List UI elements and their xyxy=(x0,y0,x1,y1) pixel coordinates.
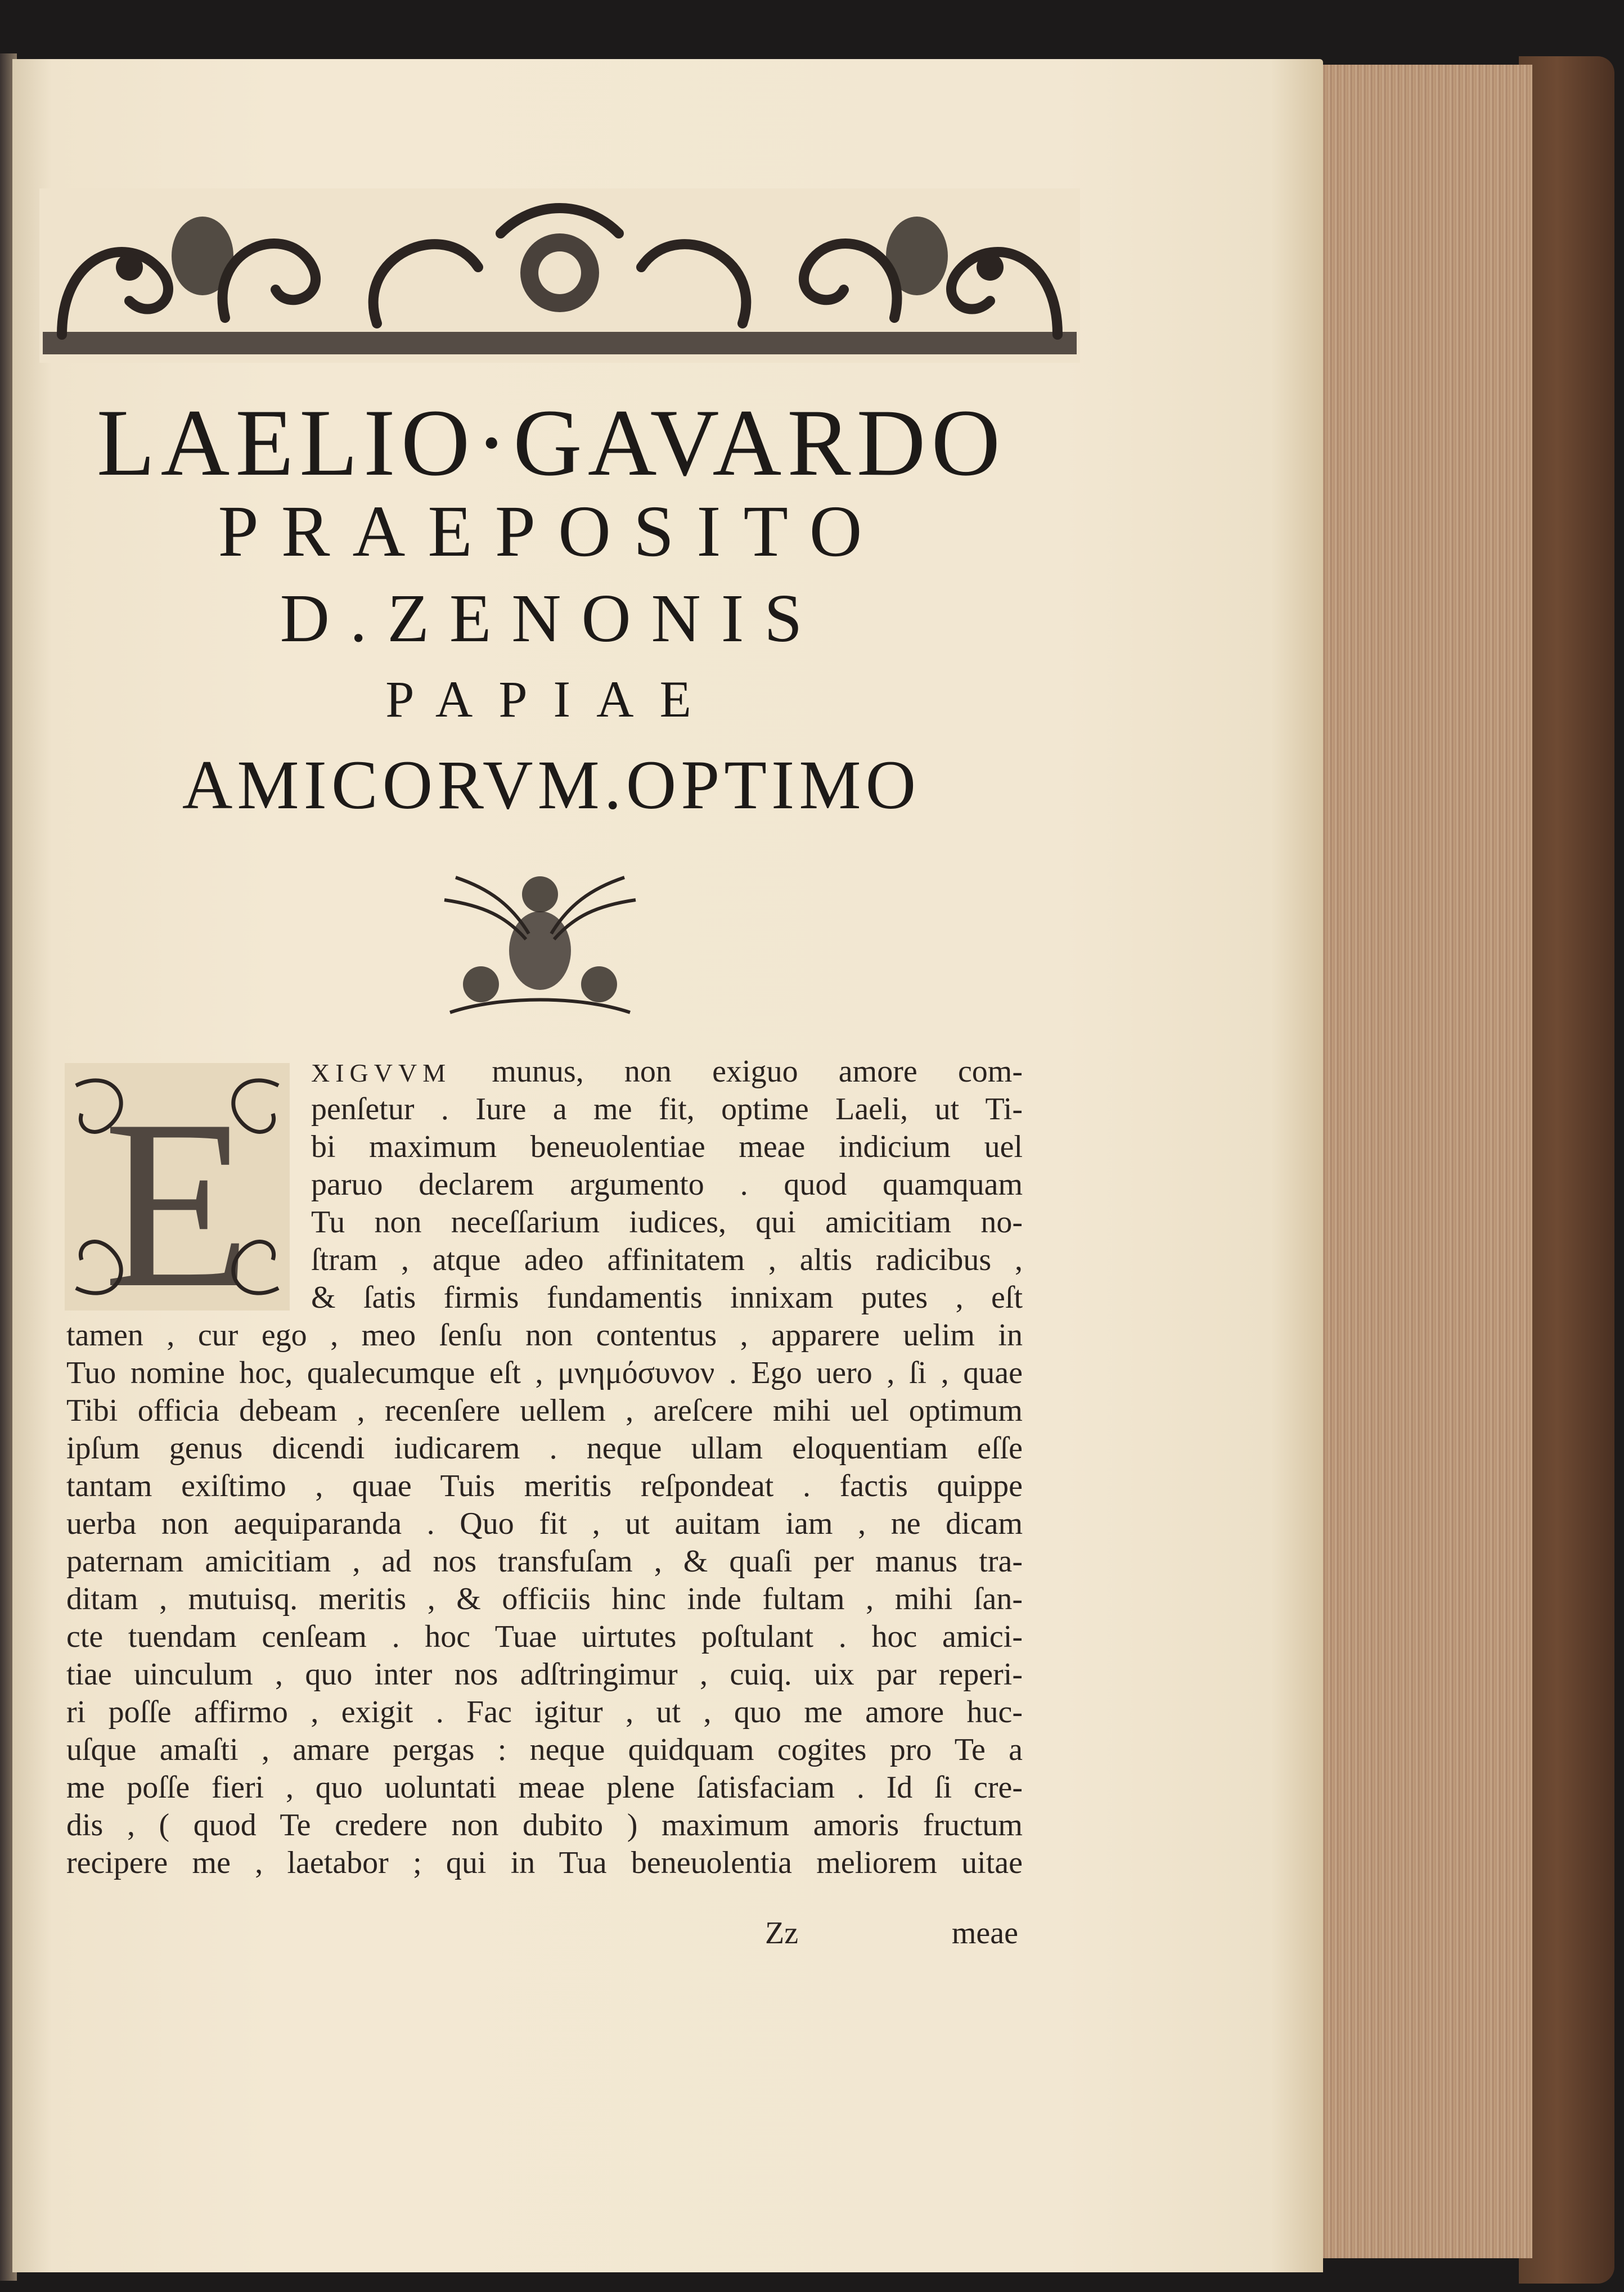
text-line: uſque amaſti , amare pergas : neque quidquam cogites pro Te a xyxy=(66,1732,1023,1767)
signature-mark: Zz xyxy=(765,1916,799,1951)
headpiece-ornament xyxy=(39,188,1080,363)
page-footer xyxy=(765,1915,1018,1951)
text-line: recipere me , laetabor ; qui in Tua beneuolentia meliorem uitae xyxy=(66,1845,1023,1880)
text-line: paruo declarem argumento . quod quamquam xyxy=(311,1167,1023,1202)
text-line: tantam exiſtimo , quae Tuis meritis reſpondeat . factis quippe xyxy=(66,1469,1023,1503)
svg-text:E: E xyxy=(103,1070,251,1311)
text-line: Tu non neceſſarium iudices, qui amicitiam no- xyxy=(311,1205,1023,1240)
book-cover xyxy=(1519,56,1614,2284)
text-line: paternam amicitiam , ad nos transfuſam , & quaſi per manus tra- xyxy=(66,1544,1023,1579)
catchword: meae xyxy=(951,1916,1018,1951)
dedication-text xyxy=(66,1053,1023,1882)
text-line: Tuo nomine hoc, qualecumque eſt , μνημόσυνον . Ego uero , ſi , quae xyxy=(66,1356,1023,1390)
text-line: uerba non aequiparanda . Quo fit , ut auitam iam , ne dicam xyxy=(66,1506,1023,1541)
text-line: XIGVVM munus, non exiguo amore com- xyxy=(311,1054,1023,1089)
title-line-1: LAELIO·GAVARDO xyxy=(96,390,1006,496)
title-line-2: PRAEPOSITO xyxy=(218,491,885,572)
text-line: me poſſe fieri , quo uoluntati meae plene ſatisfaciam . Id ſi cre- xyxy=(66,1770,1023,1805)
text-line: ſtram , atque adeo affinitatem , altis radicibus , xyxy=(311,1242,1023,1277)
text-line: dis , ( quod Te credere non dubito ) maximum amoris fructum xyxy=(66,1808,1023,1843)
title-line-3: D.ZENONIS xyxy=(280,580,823,656)
text-line: ri poſſe affirmo , exigit . Fac igitur , ut , quo me amore huc- xyxy=(66,1695,1023,1730)
text-line: & ſatis firmis fundamentis innixam putes , eſt xyxy=(311,1280,1023,1315)
text-line: bi maximum beneuolentiae meae indicium uel xyxy=(311,1129,1023,1164)
fore-edge xyxy=(1305,65,1532,2258)
text-line: ipſum genus dicendi iudicarem . neque ullam eloquentiam eſſe xyxy=(66,1431,1023,1466)
text-line: tiae uinculum , quo inter nos adſtringimur , cuiq. uix par reperi- xyxy=(66,1657,1023,1692)
cherub-ornament xyxy=(433,855,647,1018)
text-line: penſetur . Iure a me fit, optime Laeli, ut Ti- xyxy=(311,1092,1023,1127)
text-line: cte tuendam cenſeam . hoc Tuae uirtutes poſtulant . hoc amici- xyxy=(66,1619,1023,1654)
text-line: ditam , mutuisq. meritis , & officiis hinc inde fultam , mihi ſan- xyxy=(66,1582,1023,1616)
text-line: tamen , cur ego , meo ſenſu non contentus , apparere uelim in xyxy=(66,1318,1023,1353)
title-line-5: AMICORVM.OPTIMO xyxy=(182,746,921,823)
text-line: Tibi officia debeam , recenſere uellem , areſcere mihi uel optimum xyxy=(66,1393,1023,1428)
title-line-4: PAPIAE xyxy=(385,670,717,728)
